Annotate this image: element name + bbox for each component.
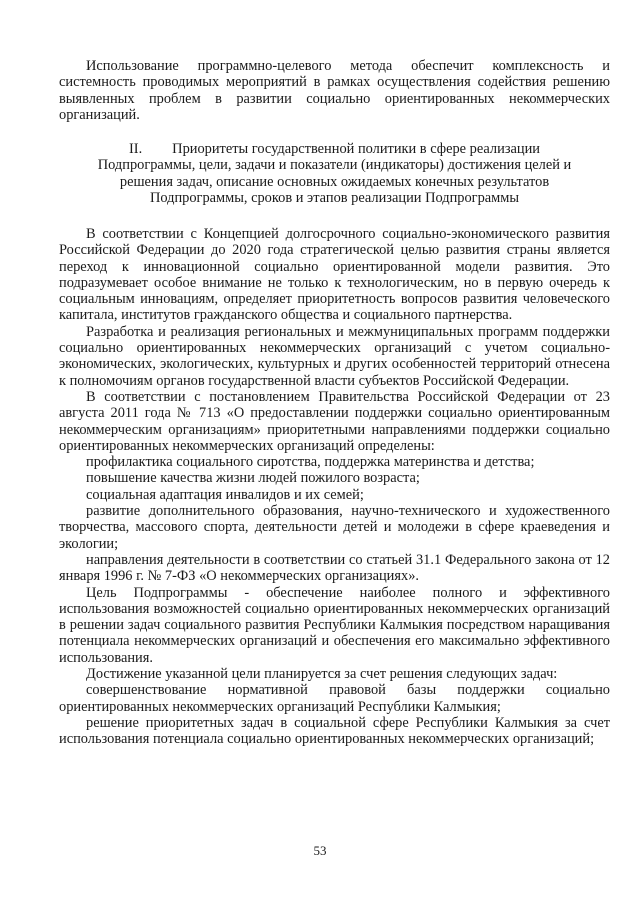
section-heading-line-3: решения задач, описание основных ожидаемых конечных результатов bbox=[119, 173, 550, 190]
paragraph-goal: Цель Подпрограммы - обеспечение наиболее полного и эффективного использования возможностей социально ориентированных некоммерческих организаций в решении задач социального развития Республики Калмыкия посредством наращивания потенциала некоммерческих организаций и обеспечения его максимально эффективного использования. bbox=[59, 584, 610, 666]
list-item-elderly: повышение качества жизни людей пожилого возраста; bbox=[86, 470, 420, 487]
intro-paragraph: Использование программно-целевого метода обеспечит комплексность и системность проводимых мероприятий в рамках осуществления содействия решению выявленных проблем в развитии социально ориентированных некоммерческих организаций. bbox=[59, 58, 610, 123]
list-item-federal-law: направления деятельности в соответствии со статьей 31.1 Федерального закона от 12 января 1996 г. № 7-ФЗ «О некоммерческих организациях». bbox=[59, 551, 610, 585]
page-content bbox=[59, 58, 610, 748]
section-heading-line-1: II. Приоритеты государственной политики в сфере реализации bbox=[128, 141, 540, 158]
list-item-orphanhood: профилактика социального сиротства, поддержка материнства и детства; bbox=[86, 454, 535, 471]
paragraph-decree: В соответствии с постановлением Правительства Российской Федерации от 23 августа 2011 года № 713 «О предоставлении поддержки социально ориентированным некоммерческим организациям» приоритетными направлениями поддержки социально ориентированных некоммерческих организаций определены: bbox=[59, 388, 610, 454]
list-item-disabled: социальная адаптация инвалидов и их семей; bbox=[86, 486, 364, 503]
section-heading-line-4: Подпрограммы, сроков и этапов реализации Подпрограммы bbox=[149, 189, 520, 206]
paragraph-regional-programs: Разработка и реализация региональных и межмуниципальных программ поддержки социально ориентированных некоммерческих организаций с учетом социально-экономических, экологических, культурных и других особенностей территорий отнесена к полномочиям органов государственной власти субъектов Российской Федерации. bbox=[59, 323, 610, 389]
section-heading-line-2: Подпрограммы, цели, задачи и показатели (индикаторы) достижения целей и bbox=[97, 157, 572, 174]
section-number: II. bbox=[128, 141, 143, 158]
paragraph-concept: В соответствии с Концепцией долгосрочного социально-экономического развития Российской Федерации до 2020 года стратегической целью развития страны является переход к инновационной социально ориентированной модели развития. Это подразумевает особое внимание не только к технологическим, но в первую очередь к социальным инновациям, определяет приоритетность вопросов развития человеческого капитала, институтов гражданского общества и социального партнерства. bbox=[59, 226, 610, 324]
section-heading bbox=[59, 141, 610, 206]
list-item-education: развитие дополнительного образования, научно-технического и художественного творчества, массового спорта, деятельности детей и молодежи в сфере краеведения и экологии; bbox=[59, 503, 610, 552]
page-number: 53 bbox=[313, 843, 327, 858]
list-item-regulatory: совершенствование нормативной правовой базы поддержки социально ориентированных некоммерческих организаций Республики Калмыкия; bbox=[59, 682, 610, 715]
list-item-priority-tasks: решение приоритетных задач в социальной сфере Республики Калмыкия за счет использования потенциала социально ориентированных некоммерческих организаций; bbox=[59, 714, 610, 748]
paragraph-tasks-intro: Достижение указанной цели планируется за счет решения следующих задач: bbox=[86, 666, 558, 683]
